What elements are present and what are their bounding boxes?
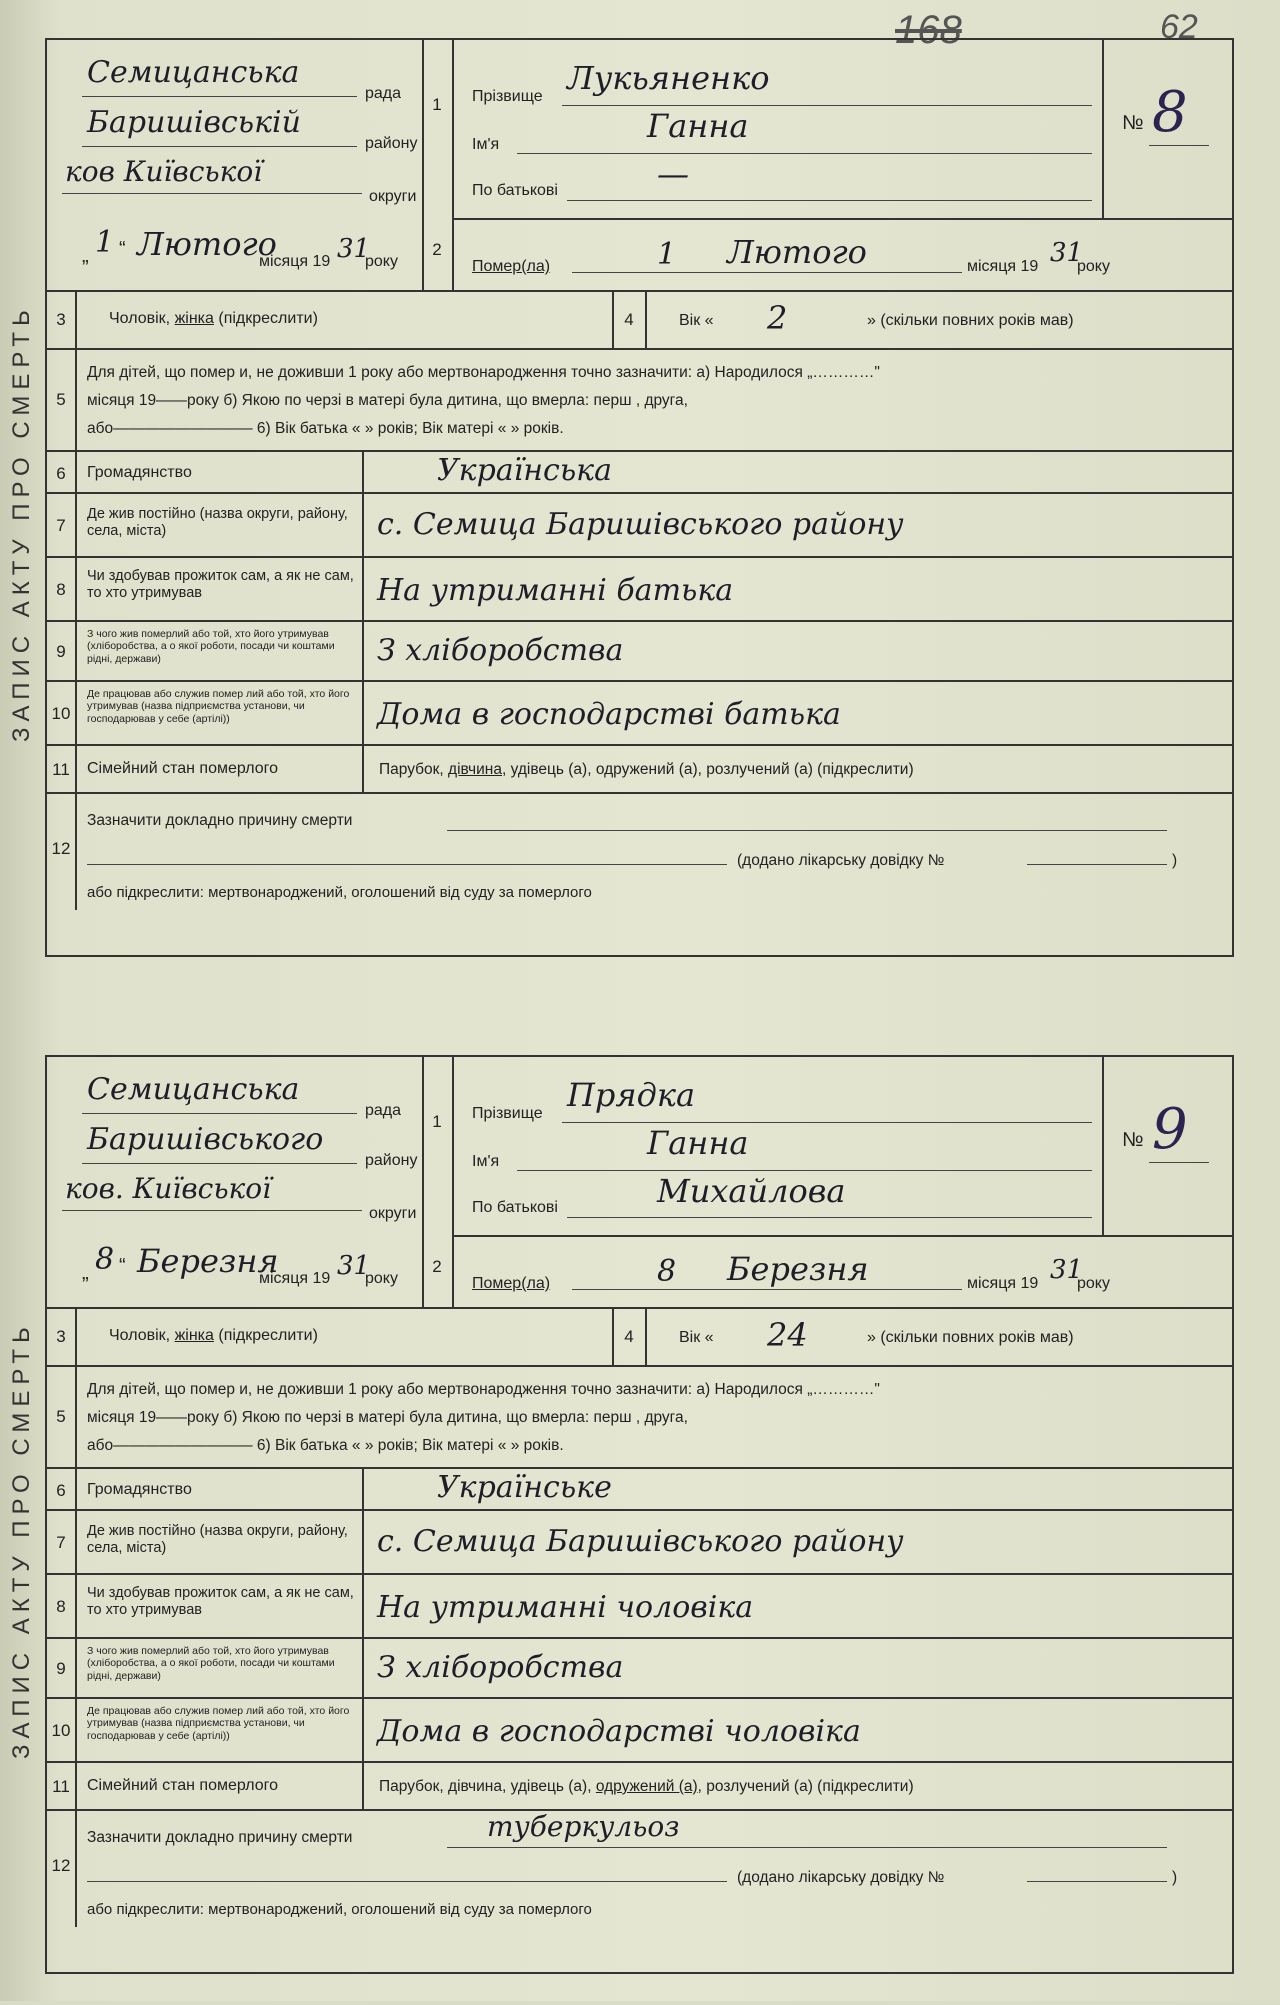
age-suffix: » (скільки повних років мав) <box>867 312 1074 329</box>
row-marital: 11 Сімейний стан померлого Парубок, дівчина, удівець (а), одружений (а), розлучений (а) (підкреслити) <box>47 744 1232 794</box>
age-value: 2 <box>767 299 788 337</box>
marital-status: Парубок, дівчина, удівець (а), одружений (а), розлучений (а) (підкреслити) <box>379 761 914 778</box>
death-day: 1 <box>657 237 677 272</box>
support-value: На утриманні батька <box>377 573 734 608</box>
row-gender-age: 3 Чоловік, жінка (підкреслити) 4 Вік « 24 » (скільки повних років мав) <box>47 1307 1232 1367</box>
marital-status: Парубок, дівчина, удівець (а), одружений (а), розлучений (а) (підкреслити) <box>379 1778 914 1795</box>
death-month: Березня <box>727 1250 869 1288</box>
age-value: 24 <box>767 1316 808 1354</box>
okruha-label: округи <box>369 188 417 205</box>
reg-month: Лютого <box>137 225 277 263</box>
row-residence: 7 Де жив постійно (назва округи, району, села, міста) с. Семица Баришівського району <box>47 1509 1232 1575</box>
surname-label: Прізвище <box>472 88 543 105</box>
row-children: 5 Для дітей, що помер и, не доживши 1 року або мертвонародження точно зазначити: а) Народилося „…………" місяця 19——року б) Якою по черзі в матері була дитина, що вмерла: перш , друга, або————————— 6) Вік батька « » років; Вік матері « » років. <box>47 1365 1232 1469</box>
patronymic-label: По батькові <box>472 182 558 199</box>
workplace-value: Дома в господарстві батька <box>377 697 841 732</box>
record-frame <box>45 38 1234 957</box>
header-block: Семицанська рада Баришівського району ков. Київської округи „ 8 “ Березня місяця 19 31 року 1 2 Прізвище Прядка Ім'я Ганна По батькові Михайлова № 9 Помер(ла) 8 Березня місяця 19 31 року <box>47 1057 1232 1307</box>
row-residence: 7 Де жив постійно (назва округи, району, села, міста) с. Семица Баришівського району <box>47 492 1232 558</box>
side-title: ЗАПИС АКТУ ПРО СМЕРТЬ <box>8 304 35 742</box>
children-line-1: Для дітей, що помер и, не доживши 1 року або мертвонародження точно зазначити: а) Народилося „…………" <box>87 1381 880 1398</box>
children-line-2: місяця 19——року б) Якою по черзі в матері була дитина, що вмерла: перш , друга, <box>87 392 688 409</box>
livelihood-value: З хліборобства <box>377 1650 624 1685</box>
record-number-box: № 9 <box>1102 1057 1232 1235</box>
record-number: 8 <box>1152 80 1188 145</box>
row-livelihood: 9 З чого жив померлий або той, хто його утримував (хліборобства, а о якої роботи, посади чи коштами рідні, держави) З хліборобства <box>47 620 1232 682</box>
row-workplace: 10 Де працював або служив помер лий або той, хто його утримував (назва підприємства установи, чи господарював у себе (артілі)) Дома в господарстві чоловіка <box>47 1697 1232 1763</box>
death-year-label: року <box>1077 1275 1110 1292</box>
rada-value: Семицанська <box>87 55 300 90</box>
row-livelihood: 9 З чого жив померлий або той, хто його утримував (хліборобства, а о якої роботи, посади чи коштами рідні, держави) З хліборобства <box>47 1637 1232 1699</box>
reg-month: Березня <box>137 1242 279 1280</box>
age-label: Вік « <box>679 1329 714 1346</box>
name-label: Ім'я <box>472 136 500 153</box>
row-citizenship: 6 Громадянство Українська <box>47 450 1232 494</box>
reg-year-label: року <box>365 1270 398 1287</box>
cause-value: туберкульоз <box>487 1810 680 1843</box>
record-frame <box>45 1055 1234 1974</box>
row-workplace: 10 Де працював або служив помер лий або той, хто його утримував (назва підприємства установи, чи господарював у себе (артілі)) Дома в господарстві батька <box>47 680 1232 746</box>
side-title: ЗАПИС АКТУ ПРО СМЕРТЬ <box>8 1321 35 1759</box>
reg-month-label: місяця 19 <box>259 253 331 270</box>
page-number: 62 <box>1160 8 1198 46</box>
rada-value: Семицанська <box>87 1072 300 1107</box>
raion-value: Баришівській <box>87 105 301 140</box>
row-support: 8 Чи здобував прожиток сам, а як не сам, то хто утримував На утриманні батька <box>47 556 1232 622</box>
support-value: На утриманні чоловіка <box>377 1590 754 1625</box>
surname-label: Прізвище <box>472 1105 543 1122</box>
reg-year-label: року <box>365 253 398 270</box>
livelihood-value: З хліборобства <box>377 633 624 668</box>
citizenship-value: Українське <box>437 1470 612 1505</box>
age-suffix: » (скільки повних років мав) <box>867 1329 1074 1346</box>
children-line-2: місяця 19——року б) Якою по черзі в матері була дитина, що вмерла: перш , друга, <box>87 1409 688 1426</box>
row-citizenship: 6 Громадянство Українське <box>47 1467 1232 1511</box>
patronymic-value: — <box>657 155 689 193</box>
name-value: Ганна <box>647 1124 749 1162</box>
surname-value: Прядка <box>567 1076 696 1114</box>
crossed-page-number: 168 <box>895 8 962 52</box>
raion-label: району <box>365 135 418 152</box>
record-number: 9 <box>1152 1097 1188 1162</box>
death-month-label: місяця 19 <box>967 1275 1039 1292</box>
residence-value: с. Семица Баришівського району <box>377 507 904 542</box>
row-support: 8 Чи здобував прожиток сам, а як не сам, то хто утримував На утриманні чоловіка <box>47 1573 1232 1639</box>
raion-value: Баришівського <box>87 1122 324 1157</box>
residence-value: с. Семица Баришівського району <box>377 1524 904 1559</box>
rada-label: рада <box>365 85 402 102</box>
rada-label: рада <box>365 1102 402 1119</box>
death-label: Помер(ла) <box>472 258 551 275</box>
age-label: Вік « <box>679 312 714 329</box>
children-line-3: або————————— 6) Вік батька « » років; Вік матері « » років. <box>87 1437 564 1454</box>
name-value: Ганна <box>647 107 749 145</box>
reg-day: 1 <box>95 225 115 260</box>
death-year-label: року <box>1077 258 1110 275</box>
reg-day: 8 <box>95 1242 115 1277</box>
gender-label: Чоловік, жінка (підкреслити) <box>109 1327 318 1344</box>
name-label: Ім'я <box>472 1153 500 1170</box>
header-block: Семицанська рада Баришівській району ков Київської округи „ 1 “ Лютого місяця 19 31 року 1 2 Прізвище Лукьяненко Ім'я Ганна По батькові — № 8 Помер(ла) 1 Лютого місяця 19 31 року <box>47 40 1232 290</box>
okruha-label: округи <box>369 1205 417 1222</box>
workplace-value: Дома в господарстві чоловіка <box>377 1714 861 1749</box>
death-month: Лютого <box>727 233 867 271</box>
death-day: 8 <box>657 1254 677 1289</box>
reg-year: 31 <box>337 1251 371 1281</box>
death-month-label: місяця 19 <box>967 258 1039 275</box>
row-cause: 12 Зазначити докладно причину смерти туберкульоз (додано лікарську довідку № ) або підкреслити: мертвонароджений, оголошений від суду за померлого <box>47 1809 1232 1927</box>
death-label: Помер(ла) <box>472 1275 551 1292</box>
death-year: 31 <box>1050 238 1084 268</box>
row-children: 5 Для дітей, що помер и, не доживши 1 року або мертвонародження точно зазначити: а) Народилося „…………" місяця 19——року б) Якою по черзі в матері була дитина, що вмерла: перш , друга, або————————— 6) Вік батька « » років; Вік матері « » років. <box>47 348 1232 452</box>
patronymic-value: Михайлова <box>657 1172 846 1210</box>
reg-year: 31 <box>337 234 371 264</box>
row-marital: 11 Сімейний стан померлого Парубок, дівчина, удівець (а), одружений (а), розлучений (а) (підкреслити) <box>47 1761 1232 1811</box>
citizenship-value: Українська <box>437 453 612 488</box>
patronymic-label: По батькові <box>472 1199 558 1216</box>
death-year: 31 <box>1050 1255 1084 1285</box>
reg-month-label: місяця 19 <box>259 1270 331 1287</box>
children-line-3: або————————— 6) Вік батька « » років; Вік матері « » років. <box>87 420 564 437</box>
row-gender-age: 3 Чоловік, жінка (підкреслити) 4 Вік « 2 » (скільки повних років мав) <box>47 290 1232 350</box>
okruha-value: ков Київської <box>65 155 263 188</box>
raion-label: району <box>365 1152 418 1169</box>
gender-label: Чоловік, жінка (підкреслити) <box>109 310 318 327</box>
row-cause: 12 Зазначити докладно причину смерти (додано лікарську довідку № ) або підкреслити: мертвонароджений, оголошений від суду за померлого <box>47 792 1232 910</box>
okruha-value: ков. Київської <box>65 1172 272 1205</box>
surname-value: Лукьяненко <box>567 59 770 97</box>
record-number-box: № 8 <box>1102 40 1232 218</box>
children-line-1: Для дітей, що помер и, не доживши 1 року або мертвонародження точно зазначити: а) Народилося „…………" <box>87 364 880 381</box>
